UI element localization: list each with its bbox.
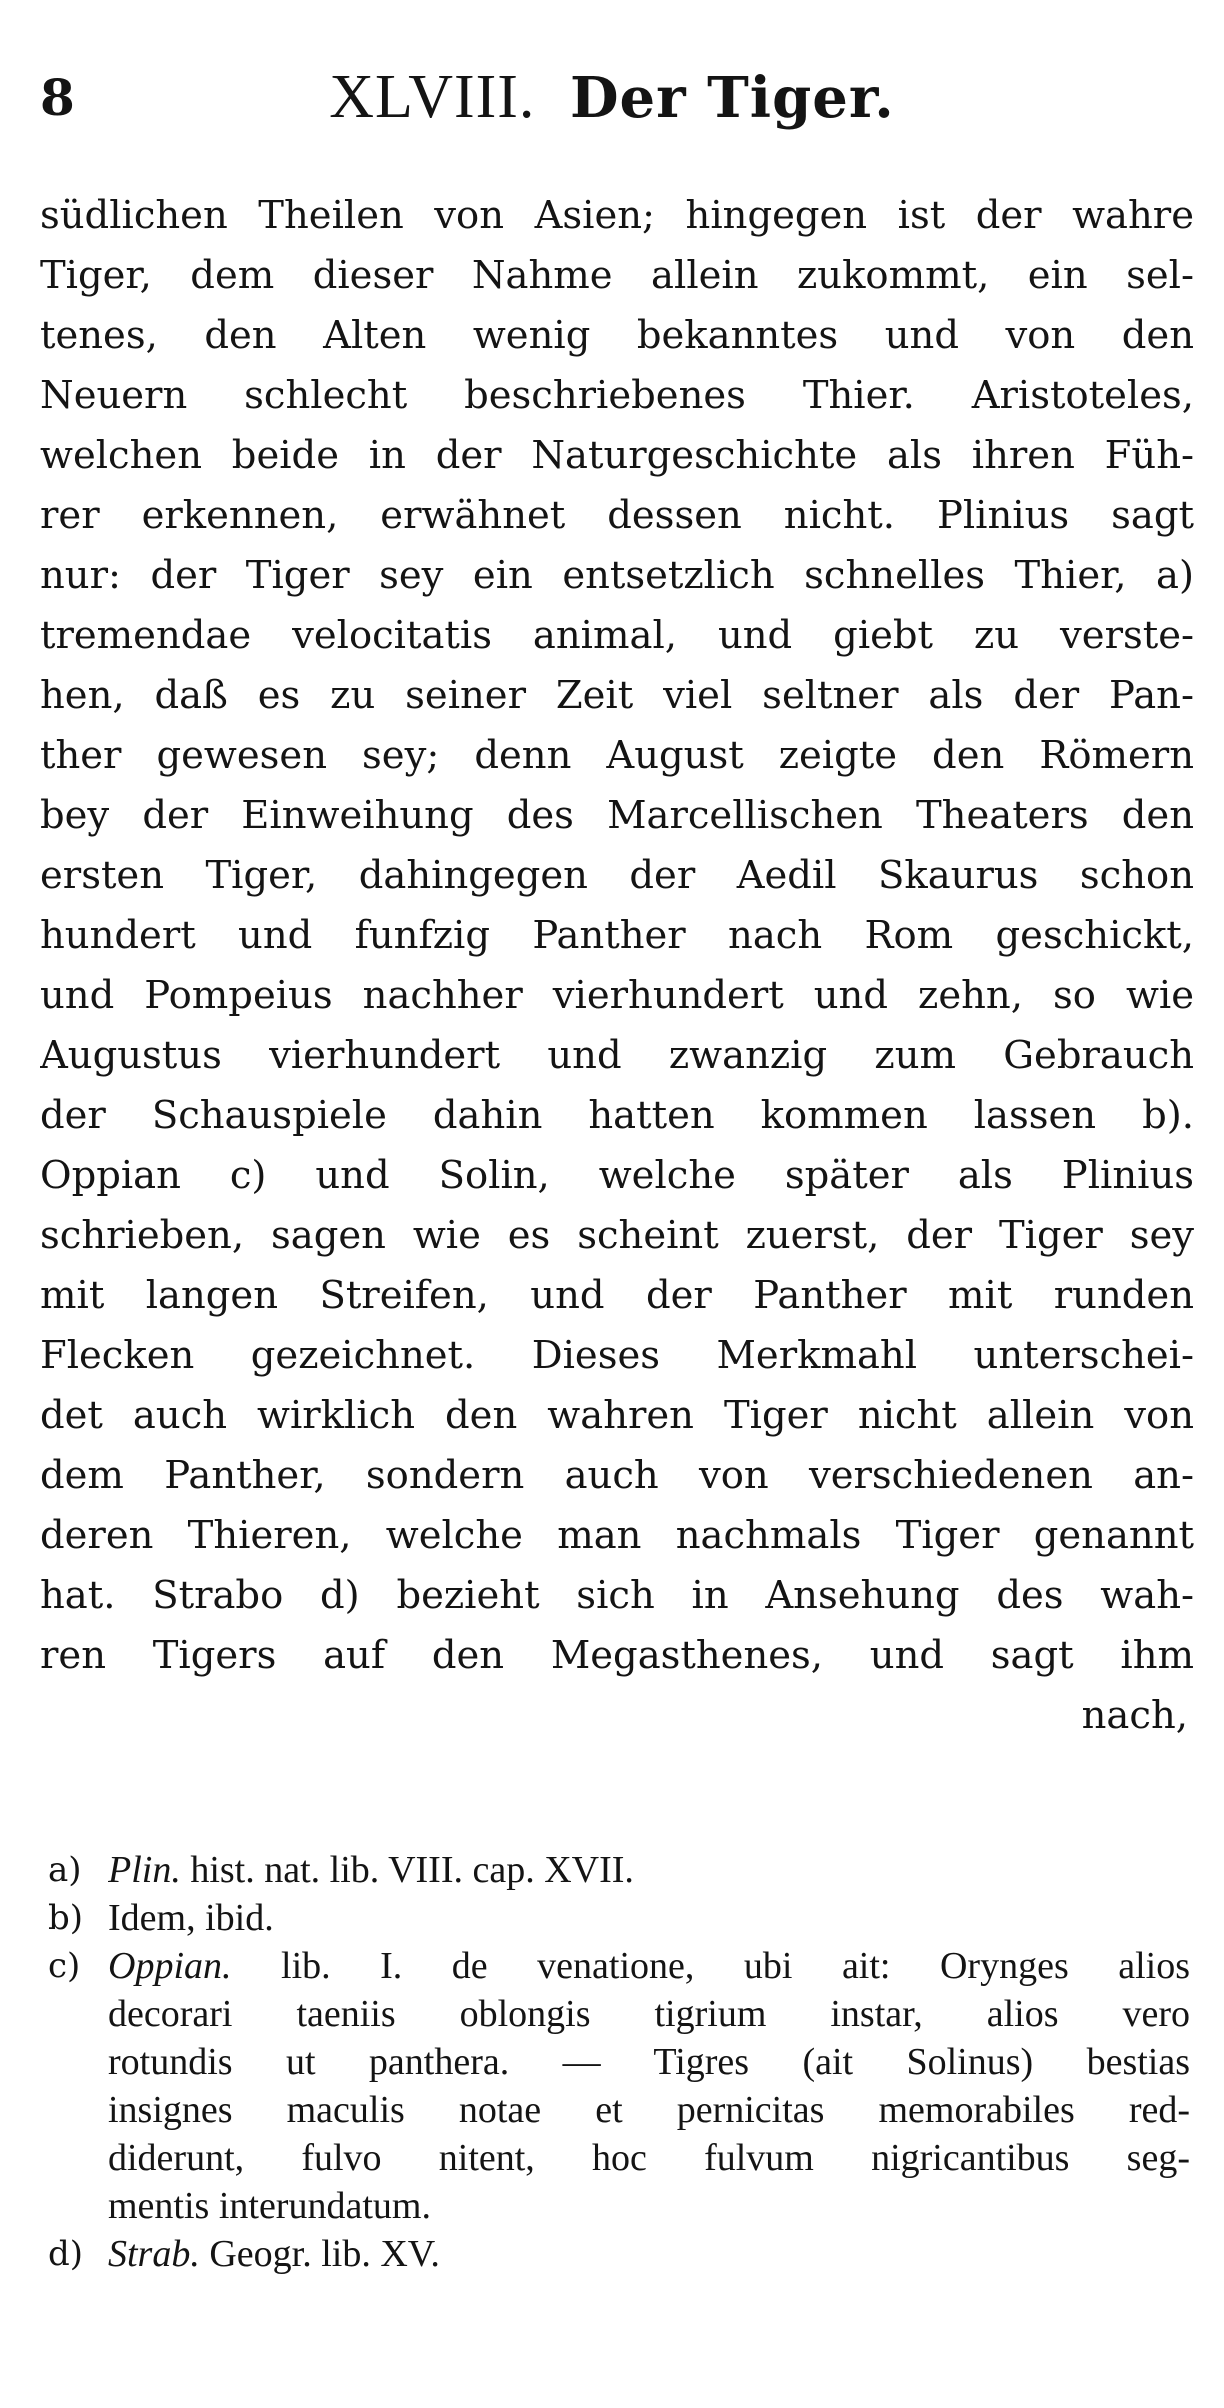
footnote-marker: d): [48, 2234, 84, 2274]
text-line: Flecken gezeichnet. Dieses Merkmahl unterschei-: [40, 1333, 1194, 1378]
text-line: dem Panther, sondern auch von verschiedenen an-: [40, 1453, 1194, 1498]
footnote-citation: Geogr. lib. XV.: [209, 2233, 440, 2275]
footnote-text-line: diderunt, fulvo nitent, hoc fulvum nigricantibus seg-: [108, 2137, 1190, 2179]
text-line: rer erkennen, erwähnet dessen nicht. Plinius sagt: [40, 493, 1194, 538]
text-line: nur: der Tiger sey ein entsetzlich schnelles Thier, a): [40, 553, 1194, 598]
footnote-source: Plin.: [108, 1849, 181, 1891]
text-line: hundert und funfzig Panther nach Rom geschickt,: [40, 913, 1194, 958]
text-line: und Pompeius nachher vierhundert und zehn, so wie: [40, 973, 1194, 1018]
footnote-source: Oppian.: [108, 1945, 232, 1987]
text-line: deren Thieren, welche man nachmals Tiger genannt: [40, 1513, 1194, 1558]
footnote-text: Idem, ibid.: [108, 1897, 274, 1939]
chapter-title: Der Tiger.: [569, 65, 895, 131]
footnote-citation: hist. nat. lib. VIII. cap. XVII.: [190, 1849, 634, 1891]
text-line: tremendae velocitatis animal, und giebt zu verste-: [40, 613, 1194, 658]
text-line: ersten Tiger, dahingegen der Aedil Skaurus schon: [40, 853, 1194, 898]
text-line: hat. Strabo d) bezieht sich in Ansehung des wah-: [40, 1573, 1194, 1618]
text-line: ther gewesen sey; denn August zeigte den Römern: [40, 733, 1194, 778]
text-line: tenes, den Alten wenig bekanntes und von den: [40, 313, 1194, 358]
text-line: Tiger, dem dieser Nahme allein zukommt, ein sel-: [40, 253, 1194, 298]
footnote-text-line: mentis interundatum.: [108, 2185, 431, 2227]
footnote-c: [40, 1942, 1190, 2230]
page-number: 8: [40, 68, 75, 127]
footnote-text-line: [108, 1942, 1190, 1990]
text-line: ren Tigers auf den Megasthenes, und sagt ihm: [40, 1633, 1194, 1678]
text-line: bey der Einweihung des Marcellischen Theaters den: [40, 793, 1194, 838]
catchword: nach,: [1081, 1693, 1188, 1738]
page-header: [40, 60, 1184, 140]
text-line: südlichen Theilen von Asien; hingegen ist der wahre: [40, 193, 1194, 238]
main-text: [40, 186, 1194, 1746]
footnote-text-line: insignes maculis notae et pernicitas memorabiles red-: [108, 2089, 1190, 2131]
footnote-source: Strab.: [108, 2233, 200, 2275]
text-line: Oppian c) und Solin, welche später als Plinius: [40, 1153, 1194, 1198]
text-line: schrieben, sagen wie es scheint zuerst, der Tiger sey: [40, 1213, 1194, 1258]
text-line: hen, daß es zu seiner Zeit viel seltner als der Pan-: [40, 673, 1194, 718]
footnote-marker: b): [48, 1898, 84, 1938]
footnotes: [40, 1846, 1190, 2278]
text-line: mit langen Streifen, und der Panther mit runden: [40, 1273, 1194, 1318]
footnote-citation: lib. I. de venatione, ubi ait: Orynges alios: [281, 1945, 1190, 1987]
footnote-marker: a): [48, 1850, 82, 1890]
footnote-marker: c): [48, 1946, 81, 1986]
running-head: [40, 62, 1184, 133]
text-line: der Schauspiele dahin hatten kommen lassen b).: [40, 1093, 1194, 1138]
footnote-text: [108, 2230, 1190, 2278]
footnote-b: [40, 1894, 1190, 1942]
footnote-text: [108, 1846, 1190, 1894]
text-line: welchen beide in der Naturgeschichte als ihren Füh-: [40, 433, 1194, 478]
chapter-number: XLVIII.: [329, 63, 536, 131]
text-line: Neuern schlecht beschriebenes Thier. Aristoteles,: [40, 373, 1194, 418]
footnote-text-line: decorari taeniis oblongis tigrium instar, alios vero: [108, 1993, 1190, 2035]
text-line: det auch wirklich den wahren Tiger nicht allein von: [40, 1393, 1194, 1438]
footnote-d: [40, 2230, 1190, 2278]
footnote-text-line: rotundis ut panthera. — Tigres (ait Solinus) bestias: [108, 2041, 1190, 2083]
text-line: Augustus vierhundert und zwanzig zum Gebrauch: [40, 1033, 1194, 1078]
footnote-a: [40, 1846, 1190, 1894]
